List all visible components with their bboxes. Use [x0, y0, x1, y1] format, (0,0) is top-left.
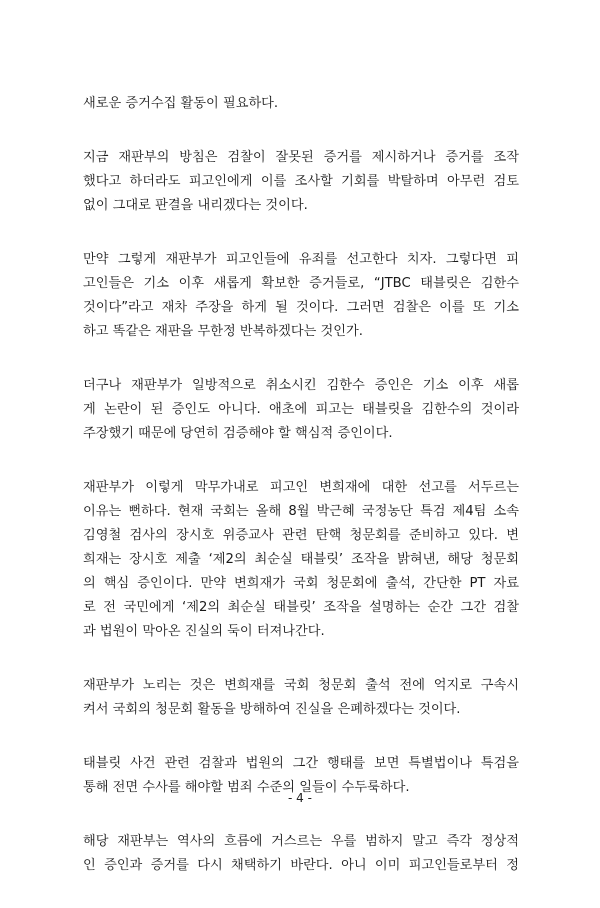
text-line: 하고 똑같은 재판을 무한정 반복하겠다는 것인가. — [83, 324, 363, 339]
text-line: 로 전 국민에게 ‘제2의 최순실 태블릿’ 조작을 설명하는 순간 그간 검찰 — [83, 600, 519, 615]
text-line: 게 논란이 된 증인도 아니다. 애초에 피고는 태블릿을 김한수의 것이라 — [83, 402, 519, 417]
text-line: 새로운 증거수집 활동이 필요하다. — [83, 96, 279, 111]
text-line: 지금 재판부의 방침은 검찰이 잘못된 증거를 제시하거나 증거를 조작 — [83, 150, 519, 165]
text-line: 재판부가 노리는 것은 변희재를 국회 청문회 출석 전에 억지로 구속시 — [83, 678, 519, 693]
text-line: 의 핵심 증인이다. 만약 변희재가 국회 청문회에 출석, 간단한 PT 자료 — [83, 576, 519, 591]
paragraph-1 — [83, 92, 519, 116]
text-line: 김영철 검사의 장시호 위증교사 관련 탄핵 청문회를 준비하고 있다. 변 — [83, 528, 519, 543]
text-line: 주장했기 때문에 당연히 검증해야 할 핵심적 증인이다. — [83, 426, 393, 441]
text-line: 해당 재판부는 역사의 흐름에 거스르는 우를 범하지 말고 즉각 정상적 — [83, 834, 519, 849]
text-line: 했다고 하더라도 피고인에게 이를 조사할 기회를 박탈하며 아무런 검토 — [83, 174, 519, 189]
page-number: - 4 - — [288, 791, 312, 805]
paragraph-8 — [83, 830, 519, 878]
paragraph-5 — [83, 476, 519, 644]
text-line: 더구나 재판부가 일방적으로 취소시킨 김한수 증인은 기소 이후 새롭 — [83, 378, 519, 393]
text-line: 인 증인과 증거를 다시 채택하기 바란다. 아니 이미 피고인들로부터 정 — [83, 858, 519, 873]
paragraph-3 — [83, 248, 519, 344]
text-line: 통해 전면 수사를 해야할 범죄 수준의 일들이 수두룩하다. — [83, 780, 410, 795]
text-line: 태블릿 사건 관련 검찰과 법원의 그간 행태를 보면 특별법이나 특검을 — [83, 756, 519, 771]
text-line: 재판부가 이렇게 막무가내로 피고인 변희재에 대한 선고를 서두르는 — [83, 480, 519, 495]
text-line: 과 법원이 막아온 진실의 둑이 터져나간다. — [83, 624, 325, 639]
paragraph-2 — [83, 146, 519, 218]
text-line: 것이다”라고 재차 주장을 하게 될 것이다. 그러면 검찰은 이를 또 기소 — [83, 300, 519, 315]
text-line: 켜서 국회의 청문회 활동을 방해하여 진실을 은폐하겠다는 것이다. — [83, 702, 461, 717]
paragraph-4 — [83, 374, 519, 446]
paragraph-6 — [83, 674, 519, 722]
text-line: 고인들은 기소 이후 새롭게 확보한 증거들로, “JTBC 태블릿은 김한수 — [83, 276, 519, 291]
text-line: 만약 그렇게 재판부가 피고인들에 유죄를 선고한다 치자. 그렇다면 피 — [83, 252, 519, 267]
text-line: 이유는 뻔하다. 현재 국회는 올해 8월 박근혜 국정농단 특검 제4팀 소속 — [83, 504, 519, 519]
text-line: 없이 그대로 판결을 내리겠다는 것이다. — [83, 198, 308, 213]
document-body — [83, 92, 519, 908]
text-line: 희재는 장시호 제출 ‘제2의 최순실 태블릿’ 조작을 밝혀낸, 해당 청문회 — [83, 552, 519, 567]
